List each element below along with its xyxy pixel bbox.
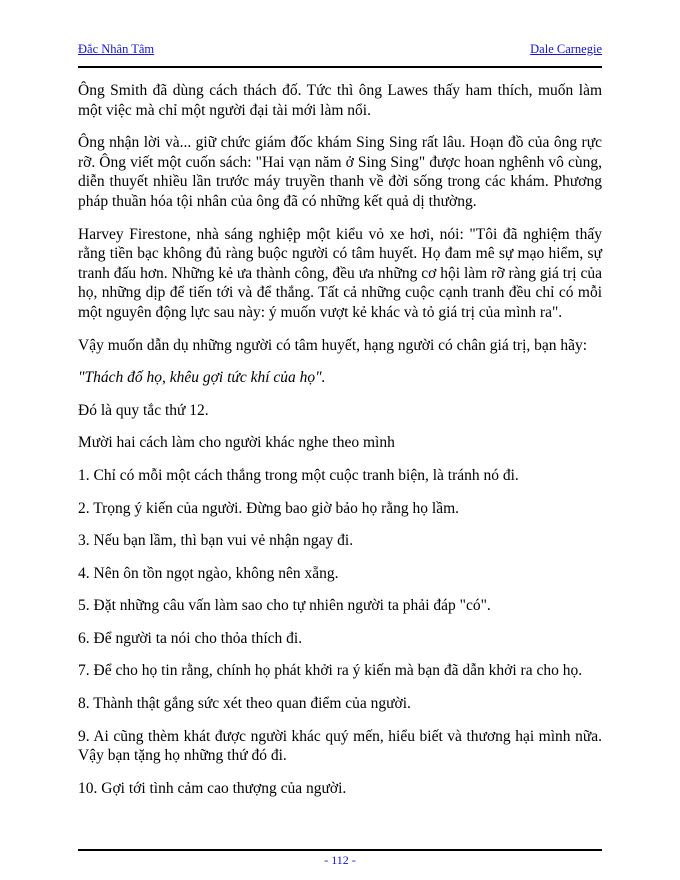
paragraph-conclusion: Vậy muốn dẫn dụ những người có tâm huyết, hạng người có chân giá trị, bạn hãy: (78, 336, 588, 354)
rule-statement: Đó là quy tắc thứ 12. (78, 401, 209, 419)
quote-paragraph: "Thách đố họ, khêu gợi tức khí của họ". (78, 369, 326, 387)
section-heading: Mười hai cách làm cho người khác nghe theo mình (78, 434, 395, 452)
paragraph-sing-sing: Ông nhận lời và... giữ chức giám đốc khám Sing Sing rất lâu. Hoạn đồ của ông rực rỡ. Ông viết một cuốn sách: "Hai vạn năm ở Sing Sing" được hoan nghênh vô cùng, diễn thuyết nhiều lần trước máy truyền thanh về đời sống trong các khám. Phương pháp thuần hóa tội nhân của ông đã có những kết quả dị thường. (78, 134, 602, 210)
list-item-7: 7. Để cho họ tin rằng, chính họ phát khởi ra ý kiến mà bạn đã dẫn khởi ra cho họ. (78, 662, 583, 680)
header-author: Dale Carnegie (530, 42, 602, 56)
list-item-5: 5. Đặt những câu vấn làm sao cho tự nhiên người ta phải đáp "có". (78, 597, 491, 615)
page-header (78, 40, 602, 58)
list-item-4: 4. Nên ôn tồn ngọt ngào, không nên xẵng. (78, 564, 339, 582)
document-body (78, 81, 602, 798)
list-item-6: 6. Để người ta nói cho thỏa thích đi. (78, 629, 303, 647)
list-item-8: 8. Thành thật gắng sức xét theo quan điểm của người. (78, 695, 411, 713)
list-item-10: 10. Gợi tới tình cảm cao thượng của người. (78, 779, 347, 797)
paragraph-firestone: Harvey Firestone, nhà sáng nghiệp một kiểu vỏ xe hơi, nói: "Tôi đã nghiệm thấy rằng tiền bạc không đủ ràng buộc người có tâm huyết. Họ đam mê sự mạo hiểm, sự tranh đấu hơn. Những kẻ ưa thành công, đều ưa những cơ hội làm rỡ ràng giá trị của họ, những dịp để tiến tới và để thắng. Tất cả những cuộc cạnh tranh đều chỉ có mỗi một nguyên động lực sau này: ý muốn vượt kẻ khác và tỏ giá trị của mình ra". (78, 225, 602, 321)
list-item-9: 9. Ai cũng thèm khát được người khác quý mến, hiểu biết và thương hại mình nữa. Vậy bạn tặng họ những thứ đó đi. (78, 727, 602, 765)
footer-rule (78, 849, 602, 851)
page-content (78, 40, 602, 798)
header-rule (78, 66, 602, 68)
page-number: - 112 - (324, 853, 356, 867)
paragraph-smith: Ông Smith đã dùng cách thách đố. Tức thì ông Lawes thấy ham thích, muốn làm một việc mà chỉ một người đại tài mới làm nổi. (78, 82, 602, 119)
header-book-title: Đắc Nhân Tâm (78, 42, 155, 56)
list-item-2: 2. Trọng ý kiến của người. Đừng bao giờ bảo họ rằng họ lầm. (78, 499, 460, 517)
list-item-1: 1. Chỉ có mỗi một cách thắng trong một cuộc tranh biện, là tránh nó đi. (78, 466, 519, 484)
list-item-3: 3. Nếu bạn lầm, thì bạn vui vẻ nhận ngay đi. (78, 532, 354, 550)
